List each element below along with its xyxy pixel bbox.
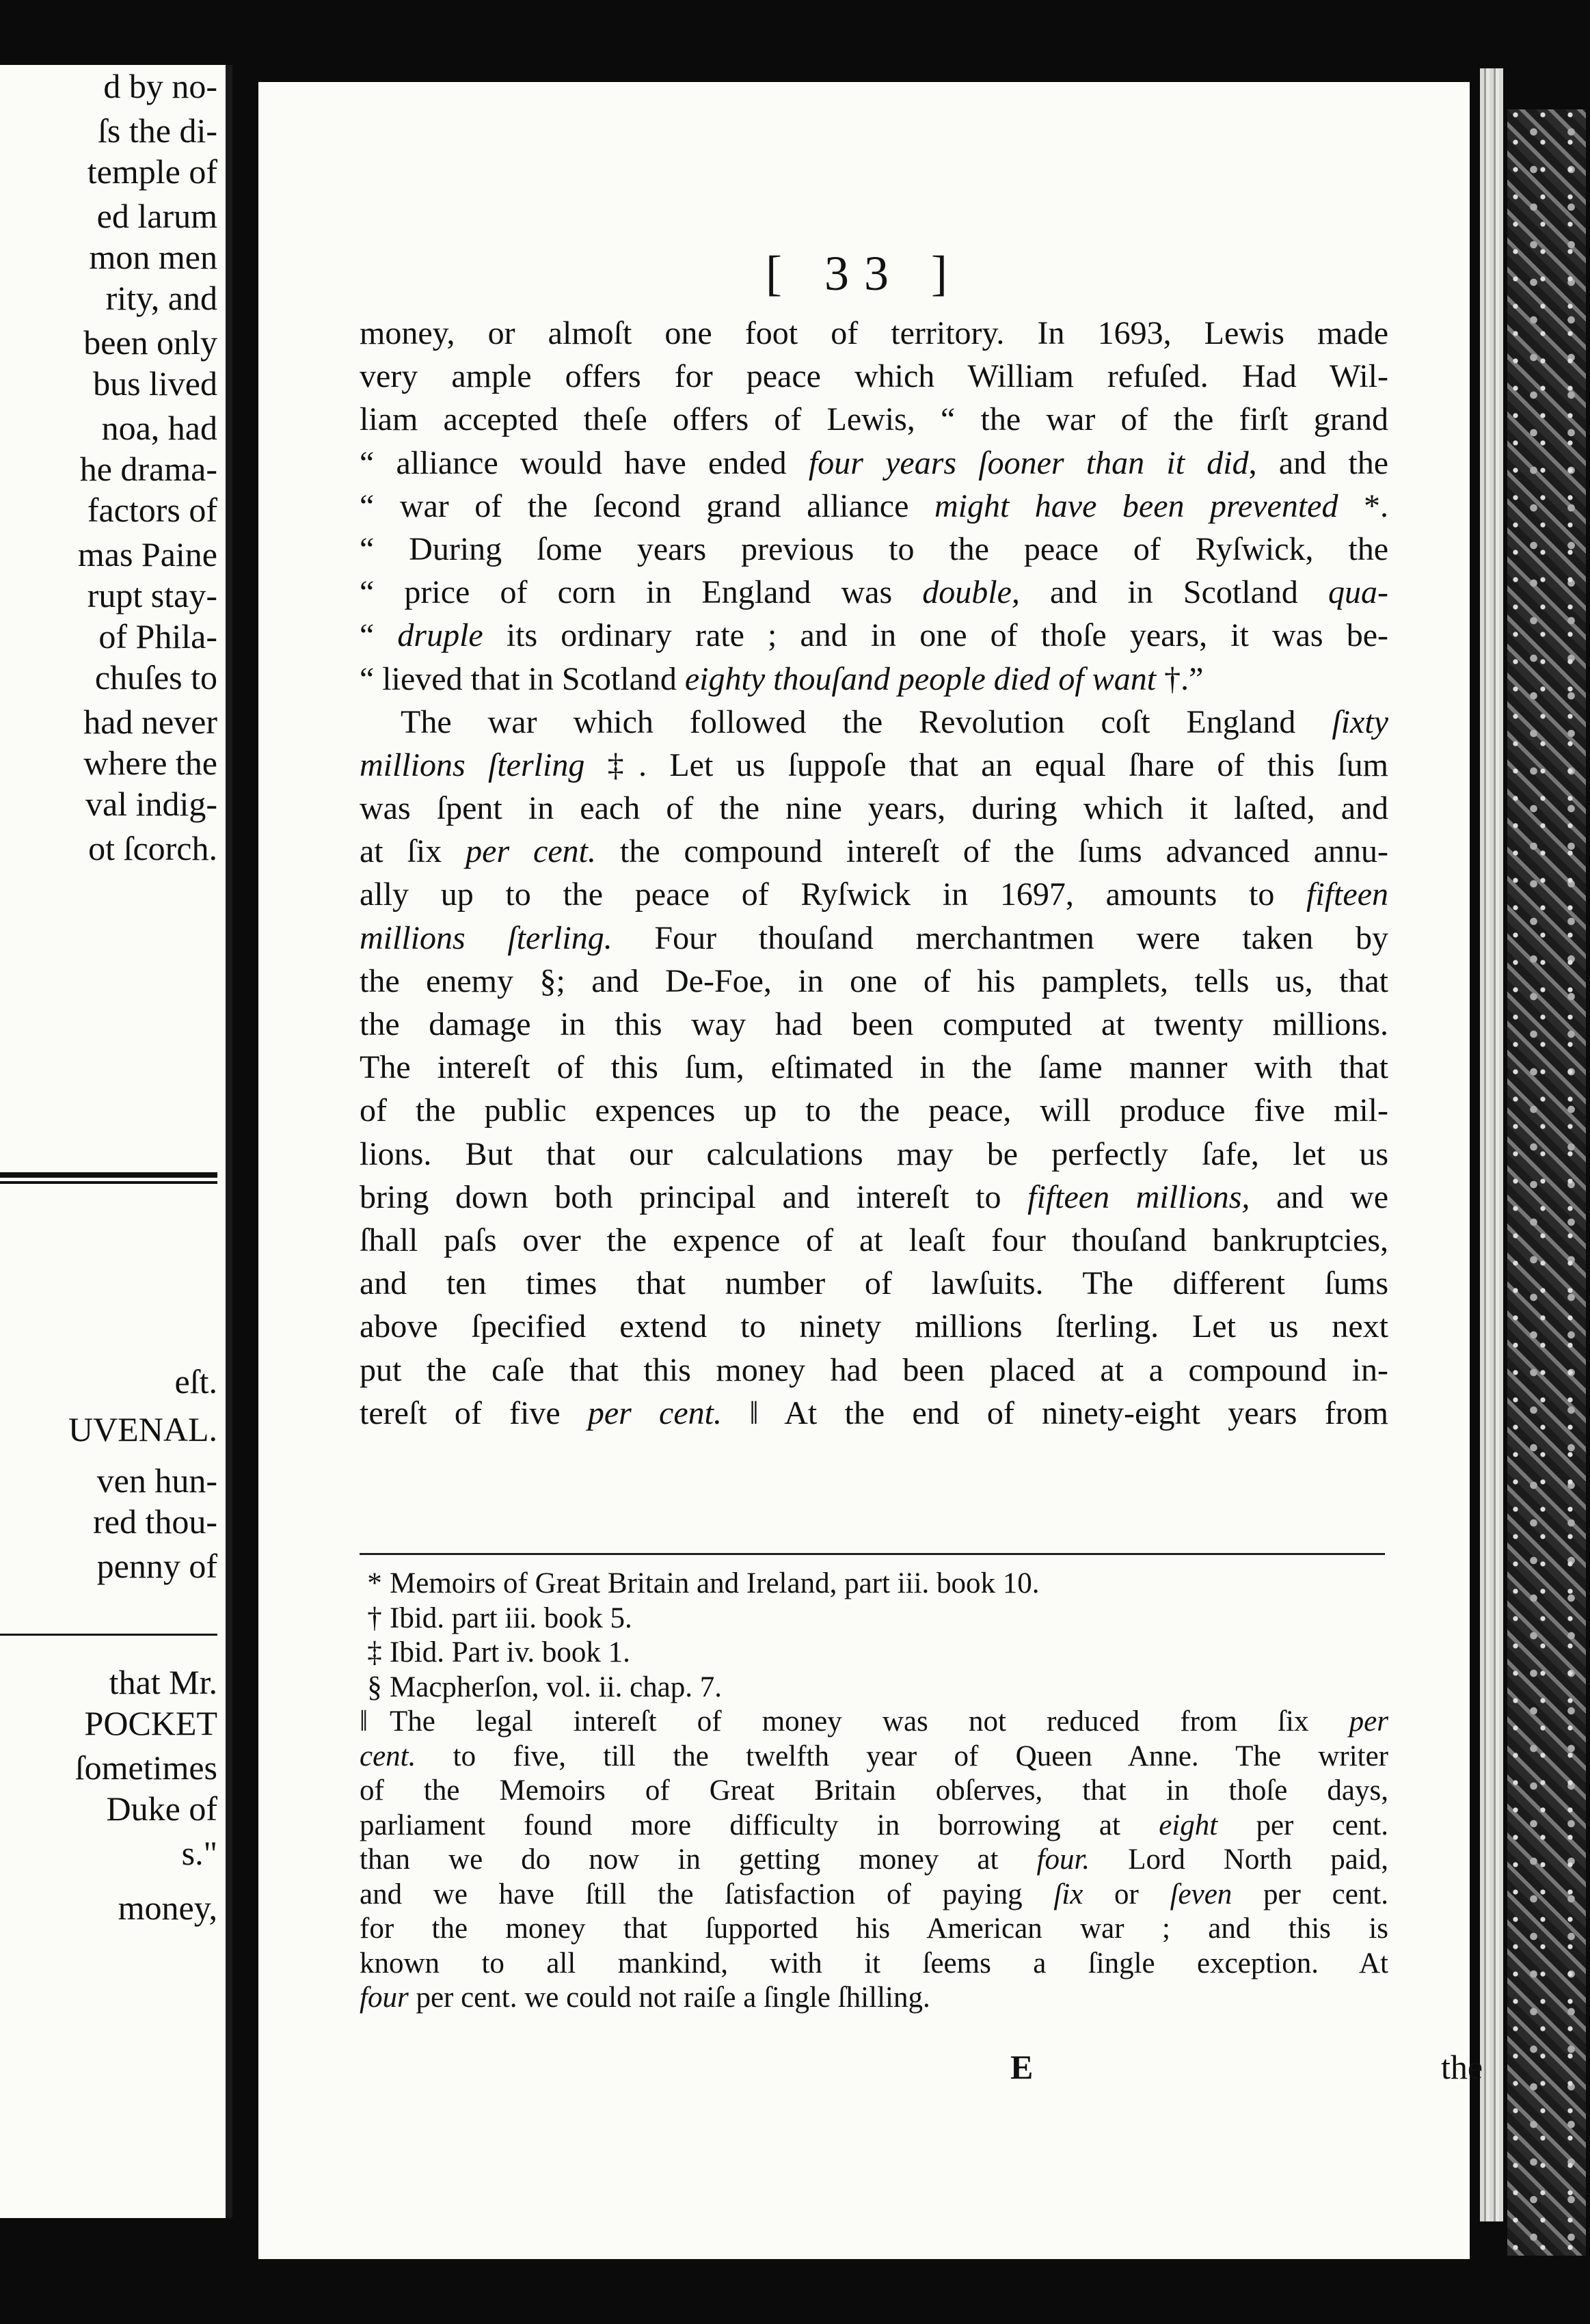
- left-page-text-fragment: that Mr.: [109, 1663, 217, 1701]
- left-page-text-fragment: s.": [181, 1834, 217, 1872]
- footnote-rule: [360, 1553, 1385, 1555]
- text-line: and ten times that number of lawſuits. The different ſums: [360, 1265, 1388, 1302]
- footnote: ‖ The legal intereſt of money was not reduced from ſix per: [360, 1705, 1388, 1738]
- footnote-line: parliament found more difficulty in borrowing at eight per cent.: [360, 1809, 1388, 1841]
- page-number: [ 33 ]: [766, 246, 962, 301]
- left-page-text-fragment: temple of: [87, 152, 217, 191]
- left-page-text-fragment: rupt stay-: [87, 576, 217, 614]
- footnote-line: for the money that ſupported his American war ; and this is: [360, 1913, 1388, 1945]
- previous-page-fragment: [0, 65, 232, 2218]
- left-page-text-fragment: UVENAL.: [68, 1410, 217, 1448]
- text-line: money, or almoſt one foot of territory. In 1693, Lewis made: [360, 315, 1388, 351]
- footnote: * Memoirs of Great Britain and Ireland, part iii. book 10.: [367, 1567, 1040, 1599]
- left-page-rule: [0, 1172, 217, 1178]
- text-line: The intereſt of this ſum, eſtimated in the ſame manner with that: [360, 1049, 1388, 1086]
- book-edge: [1480, 68, 1590, 2256]
- left-page-text-fragment: Duke of: [106, 1789, 217, 1828]
- left-page-text-fragment: ſs the di-: [98, 111, 217, 150]
- text-line: “ During ſome years previous to the peace of Ryſwick, the: [360, 530, 1388, 567]
- left-page-text-fragment: ed larum: [96, 197, 217, 235]
- text-line: “ druple its ordinary rate ; and in one of thoſe years, it was be-: [360, 617, 1388, 654]
- text-line: at ſix per cent. the compound intereſt of the ſums advanced annu-: [360, 833, 1388, 870]
- text-line: millions ſterling ‡. Let us ſuppoſe that an equal ſhare of this ſum: [360, 746, 1389, 783]
- text-line: of the public expences up to the peace, will produce five mil-: [360, 1092, 1388, 1129]
- marbled-cover: [1507, 109, 1586, 2256]
- page-edges: [1480, 68, 1503, 2221]
- footnote-line: than we do now in getting money at four. Lord North paid,: [360, 1843, 1389, 1876]
- text-line: tereſt of five per cent. ‖ At the end of ninety-eight years from: [360, 1394, 1388, 1431]
- left-page-text-fragment: of Phila-: [98, 617, 217, 656]
- left-page-text-fragment: money,: [118, 1889, 217, 1927]
- left-page-text-fragment: val indig-: [85, 785, 217, 823]
- left-page-text-fragment: ſometimes: [75, 1748, 217, 1787]
- text-line: “ price of corn in England was double, and in Scotland qua-: [360, 574, 1388, 611]
- text-line: bring down both principal and intereſt to fifteen millions, and we: [360, 1178, 1389, 1215]
- text-line: the damage in this way had been computed at twenty millions.: [360, 1006, 1388, 1042]
- left-page-text-fragment: he drama-: [79, 450, 217, 488]
- left-page-text-fragment: had never: [83, 703, 217, 741]
- left-page-text-fragment: noa, had: [101, 409, 217, 447]
- footnote: ‡ Ibid. Part iv. book 1.: [367, 1636, 630, 1668]
- left-page-rule: [0, 1181, 217, 1184]
- footnote-line: known to all mankind, with it ſeems a ſingle exception. At: [360, 1947, 1388, 1980]
- body-text: [360, 312, 1388, 1435]
- footnote: § Macpherſon, vol. ii. chap. 7.: [367, 1671, 723, 1703]
- catchword: the: [1441, 2048, 1483, 2086]
- text-line: was ſpent in each of the nine years, during which it laſted, and: [360, 790, 1388, 827]
- text-line: ſhall paſs over the expence of at leaſt four thouſand bankruptcies,: [360, 1221, 1388, 1258]
- text-line: very ample offers for peace which William refuſed. Had Wil-: [360, 358, 1388, 395]
- left-page-text-fragment: penny of: [96, 1547, 217, 1585]
- footnote: † Ibid. part iii. book 5.: [367, 1602, 632, 1634]
- left-page-text-fragment: where the: [83, 744, 217, 782]
- footnote-line: four per cent. we could not raiſe a ſingle ſhilling.: [360, 1982, 930, 2014]
- text-line: lions. But that our calculations may be perfectly ſafe, let us: [360, 1135, 1388, 1172]
- left-page-text-fragment: bus lived: [93, 364, 217, 403]
- text-line: the enemy §; and De-Foe, in one of his pamplets, tells us, that: [360, 962, 1388, 999]
- left-page-text-fragment: been only: [83, 323, 217, 362]
- text-line: ally up to the peace of Ryſwick in 1697, amounts to fifteen: [360, 876, 1388, 913]
- left-page-text-fragment: eſt.: [174, 1362, 217, 1401]
- left-page-text-fragment: chuſes to: [94, 658, 217, 697]
- left-page-text-fragment: mas Paine: [77, 535, 217, 573]
- text-line: put the caſe that this money had been placed at a compound in-: [360, 1351, 1388, 1388]
- left-page-text-fragment: red thou-: [93, 1502, 217, 1541]
- footnotes: [360, 1567, 1388, 2016]
- text-line: “ lieved that in Scotland eighty thouſand people died of want †.”: [360, 660, 1204, 697]
- text-line: millions ſterling. Four thouſand merchantmen were taken by: [360, 919, 1388, 956]
- left-page-rule: [0, 1634, 217, 1636]
- footnote-line: cent. to five, till the twelfth year of Queen Anne. The writer: [360, 1740, 1388, 1772]
- left-page-text-fragment: POCKET: [84, 1704, 217, 1742]
- text-line: above ſpecified extend to ninety millions ſterling. Let us next: [360, 1308, 1388, 1345]
- left-page-text-fragment: d by no-: [103, 67, 217, 105]
- footnote-line: of the Memoirs of Great Britain obſerves, that in thoſe days,: [360, 1774, 1388, 1807]
- text-line: “ alliance would have ended four years ſooner than it did, and the: [360, 444, 1388, 481]
- footnote-line: and we have ſtill the ſatisfaction of paying ſix or ſeven per cent.: [360, 1878, 1388, 1910]
- left-page-text-fragment: rity, and: [105, 279, 217, 317]
- text-line: “ war of the ſecond grand alliance might have been prevented *.: [360, 487, 1388, 524]
- left-page-text-fragment: factors of: [87, 491, 217, 529]
- left-page-text-fragment: ot ſcorch.: [88, 829, 217, 867]
- left-page-text-fragment: mon men: [89, 238, 217, 276]
- book-page: [258, 82, 1483, 2259]
- left-page-text-fragment: ven hun-: [96, 1461, 217, 1500]
- text-line: liam accepted theſe offers of Lewis, “ the war of the firſt grand: [360, 401, 1388, 438]
- text-line: The war which followed the Revolution coſt England ſixty: [401, 703, 1388, 740]
- signature-mark: E: [1010, 2048, 1034, 2086]
